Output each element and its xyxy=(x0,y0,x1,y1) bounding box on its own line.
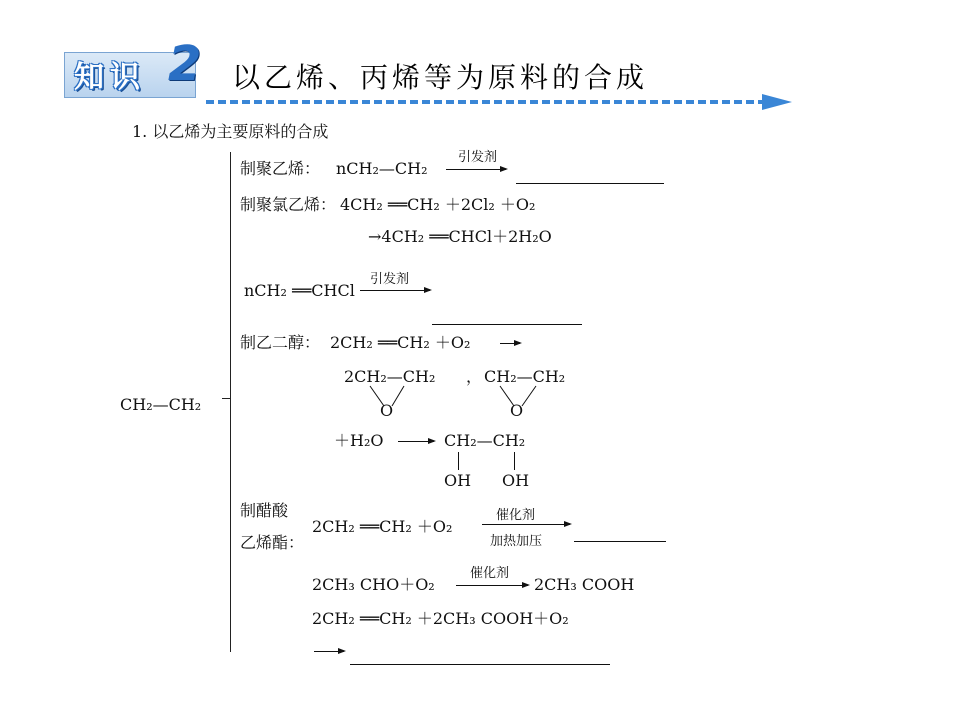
dashed-divider xyxy=(206,100,766,104)
acetate-blank-1 xyxy=(574,541,666,542)
pvc-step2-condition: 引发剂 xyxy=(370,272,410,287)
acetate-step2-product: 2CH₃ COOH xyxy=(534,575,635,594)
divider-arrow-icon xyxy=(762,94,792,110)
badge-text: 知识 xyxy=(74,60,146,95)
badge-number: 2 xyxy=(168,36,202,92)
polyethylene-arrow xyxy=(446,169,506,170)
epoxide-right: CH₂—CH₂ xyxy=(484,367,566,386)
brace-tip xyxy=(222,398,230,399)
acetate-step1: 2CH₂ ══CH₂ ＋O₂ xyxy=(312,517,453,536)
acetate-step2-arrow xyxy=(456,585,528,586)
acetate-blank-2 xyxy=(350,664,610,665)
glycol-step1-arrow xyxy=(500,343,520,344)
epoxide-o-right: O xyxy=(510,401,524,420)
glycol-bond-left xyxy=(458,452,459,470)
pvc-step2-arrow xyxy=(360,290,430,291)
pvc-step1: 4CH₂ ══CH₂ ＋2Cl₂ ＋O₂ xyxy=(340,195,536,214)
pvc-label: 制聚氯乙烯： xyxy=(240,195,337,214)
curly-brace xyxy=(230,152,231,652)
polyethylene-blank xyxy=(516,183,664,184)
acetate-step3: 2CH₂ ══CH₂ ＋2CH₃ COOH＋O₂ xyxy=(312,609,569,628)
acetate-step1-condition-top: 催化剂 xyxy=(496,508,536,523)
polyethylene-reactant: nCH₂—CH₂ xyxy=(336,159,428,178)
root-ethylene: CH₂—CH₂ xyxy=(120,395,202,414)
acetate-label-line2: 乙烯酯： xyxy=(240,533,305,552)
pvc-step1-product: →4CH₂ ══CHCl＋2H₂O xyxy=(368,227,552,246)
section-subtitle: 1. 以乙烯为主要原料的合成 xyxy=(132,122,329,141)
epoxide-o-left: O xyxy=(380,401,394,420)
polyethylene-condition: 引发剂 xyxy=(458,150,498,165)
glycol-label: 制乙二醇： xyxy=(240,333,321,352)
epoxide-comma: ， xyxy=(466,367,483,386)
epoxide-bonds xyxy=(340,384,590,418)
glycol-oh-left: OH xyxy=(444,471,472,490)
acetate-step2-condition: 催化剂 xyxy=(470,566,510,581)
acetate-step1-arrow xyxy=(482,524,570,525)
glycol-step1: 2CH₂ ══CH₂ ＋O₂ xyxy=(330,333,471,352)
acetate-step1-condition-bottom: 加热加压 xyxy=(490,534,543,549)
polyethylene-label: 制聚乙烯： xyxy=(240,159,321,178)
glycol-top: CH₂—CH₂ xyxy=(444,431,526,450)
glycol-bond-right xyxy=(514,452,515,470)
page-title: 以乙烯、丙烯等为原料的合成 xyxy=(232,61,649,94)
glycol-oh-right: OH xyxy=(502,471,530,490)
acetate-step3-arrow xyxy=(314,651,344,652)
pvc-step2-reactant: nCH₂ ══CHCl xyxy=(244,281,355,300)
pvc-blank xyxy=(432,324,582,325)
acetate-label-line1: 制醋酸 xyxy=(240,501,289,520)
glycol-hydration-arrow xyxy=(398,441,434,442)
glycol-hydration: ＋H₂O xyxy=(334,431,384,450)
acetate-step2: 2CH₃ CHO＋O₂ xyxy=(312,575,435,594)
epoxide-left: 2CH₂—CH₂ xyxy=(344,367,436,386)
